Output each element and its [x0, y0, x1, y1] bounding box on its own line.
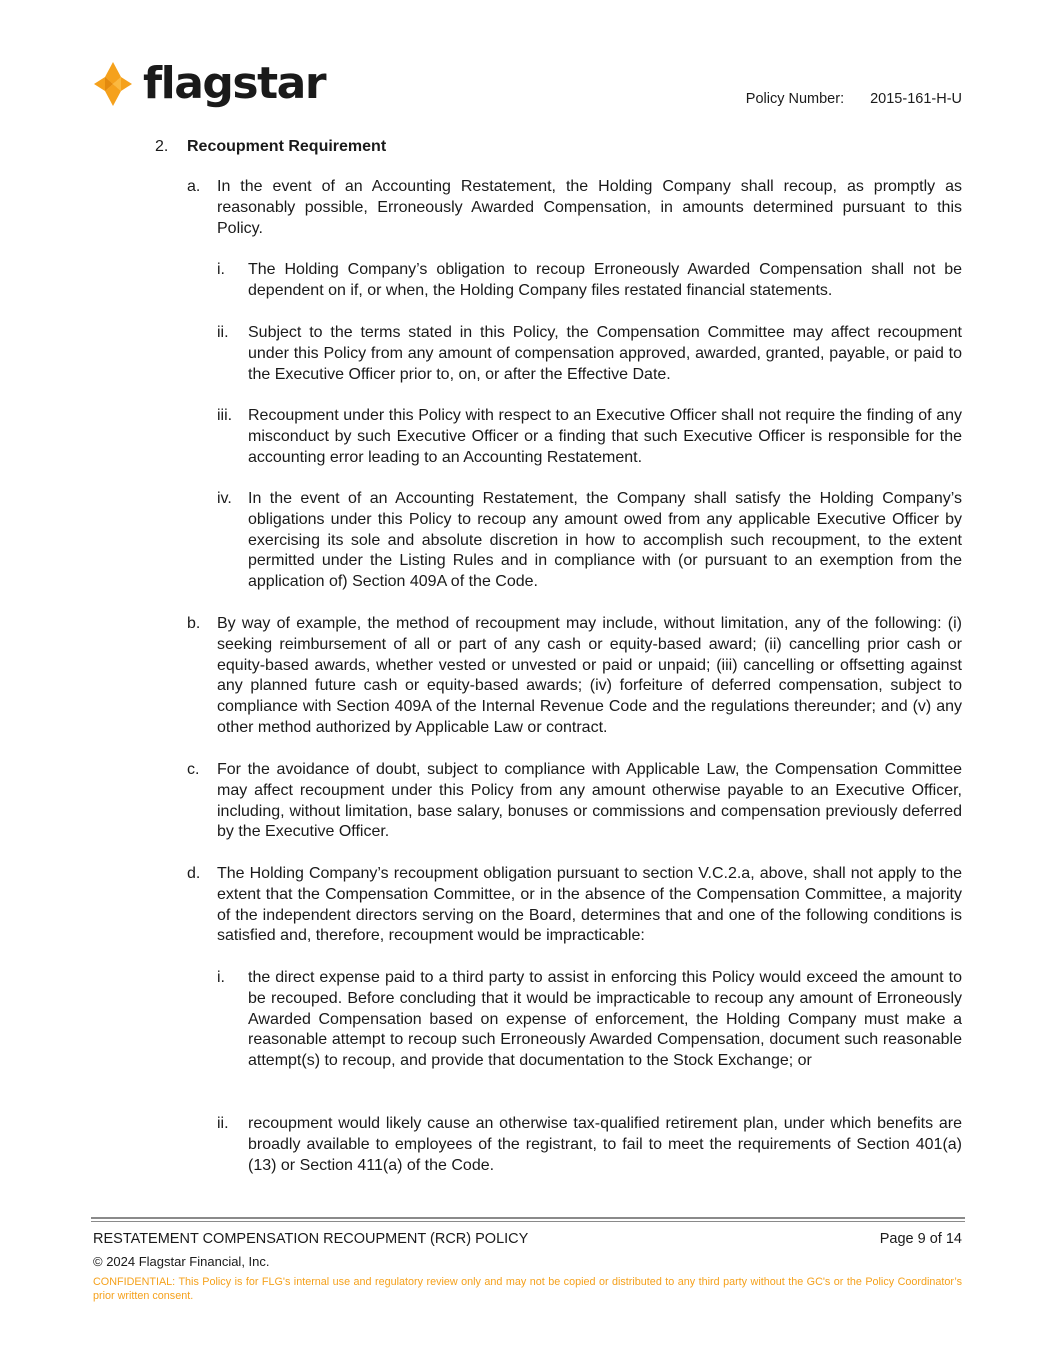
item-d-i-text: the direct expense paid to a third party to assist in enforcing this Policy would exceed the amount to be recouped. Before concluding that it would be impracticable to recoup any amount of Erroneously Awarded Compensation based on expense of enforcement, the Holding Company must make a reasonable attempt to recoup such Erroneously Awarded Compensation, document such reasonable attempt(s) to recoup, and provide that documentation to the Stock Exchange; or — [248, 969, 962, 1070]
item-a-iv-marker: iv. — [217, 490, 232, 507]
item-a-iv-text: In the event of an Accounting Restatement, the Company shall satisfy the Holding Company’s obligations under this Policy to recoup any amount owed from any applicable Executive Officer by exercising its sole and absolute discretion in how to accomplish such recoupment, to the extent permitted under the Listing Rules and in compliance with (or pursuant to an exemption from the application of) Section 409A of the Code. — [248, 490, 962, 591]
footer-divider — [91, 1217, 965, 1219]
item-d-marker: d. — [187, 865, 201, 882]
brand-name: flagstar — [143, 58, 326, 109]
confidential-notice: CONFIDENTIAL: This Policy is for FLG's internal use and regulatory review only and may not be copied or distributed to any third party without the GC's or the Policy Coordinator’s prior written consent. — [93, 1276, 962, 1302]
item-c-marker: c. — [187, 761, 200, 778]
item-d-text: The Holding Company’s recoupment obligation pursuant to section V.C.2.a, above, shall not apply to the extent that the Compensation Committee, or in the absence of the Compensation Committee, a majority of the independent directors serving on the Board, determines that and one of the following conditions is satisfied and, therefore, recoupment would be impracticable: — [217, 865, 962, 945]
item-b-marker: b. — [187, 615, 201, 632]
page-number: Page 9 of 14 — [879, 1231, 962, 1247]
item-a-i-text: The Holding Company’s obligation to recoup Erroneously Awarded Compensation shall not be dependent on if, or when, the Holding Company files restated financial statements. — [248, 261, 962, 299]
policy-number — [746, 91, 962, 107]
flagstar-star-icon — [92, 60, 134, 108]
item-a-iii-marker: iii. — [217, 407, 233, 424]
footer-divider-secondary — [91, 1221, 965, 1222]
item-c-text: For the avoidance of doubt, subject to compliance with Applicable Law, the Compensation Committee may affect recoupment under this Policy from any amount otherwise payable to an Executive Officer, including, without limitation, base salary, bonuses or commissions and compensation previously deferred by the Executive Officer. — [217, 761, 962, 841]
company-logo — [92, 60, 325, 108]
copyright-notice: © 2024 Flagstar Financial, Inc. — [93, 1254, 270, 1269]
item-a-iii-text: Recoupment under this Policy with respect to an Executive Officer shall not require the finding of any misconduct by such Executive Officer or a finding that such Executive Officer is responsible for the accounting error leading to an Accounting Restatement. — [248, 407, 962, 466]
item-a-i-marker: i. — [217, 261, 225, 278]
item-b-text: By way of example, the method of recoupment may include, without limitation, any of the following: (i) seeking reimbursement of all or part of any cash or equity-based award; (ii) cancelling prior cash or equity-based awards, whether vested or unvested or paid or unpaid; (iii) cancelling or offsetting against any planned future cash or equity-based awards; (iv) forfeiture of deferred compensation, subject to compliance with Section 409A of the Internal Revenue Code and the regulations thereunder; and (v) any other method authorized by Applicable Law or contract. — [217, 615, 962, 736]
item-d-ii-marker: ii. — [217, 1115, 229, 1132]
footer-policy-title: RESTATEMENT COMPENSATION RECOUPMENT (RCR) POLICY — [93, 1231, 529, 1247]
item-d-ii-text: recoupment would likely cause an otherwise tax-qualified retirement plan, under which benefits are broadly available to employees of the registrant, to fail to meet the requirements of Section 401(a)(13) or Section 411(a) of the Code. — [248, 1115, 962, 1174]
item-a-marker: a. — [187, 178, 201, 195]
item-a-ii-text: Subject to the terms stated in this Policy, the Compensation Committee may affect recoupment under this Policy from any amount of compensation approved, awarded, granted, payable, or paid to the Executive Officer prior to, on, or after the Effective Date. — [248, 324, 962, 383]
policy-number-value: 2015-161-H-U — [870, 91, 962, 107]
policy-number-label: Policy Number: — [745, 91, 845, 107]
item-a-ii-marker: ii. — [217, 324, 229, 341]
section-title: Recoupment Requirement — [187, 138, 387, 155]
item-a-text: In the event of an Accounting Restatement, the Holding Company shall recoup, as promptly as reasonably possible, Erroneously Awarded Compensation, in amounts determined pursuant to this Policy. — [217, 178, 962, 237]
item-d-i-marker: i. — [217, 969, 225, 986]
section-number: 2. — [155, 138, 169, 155]
